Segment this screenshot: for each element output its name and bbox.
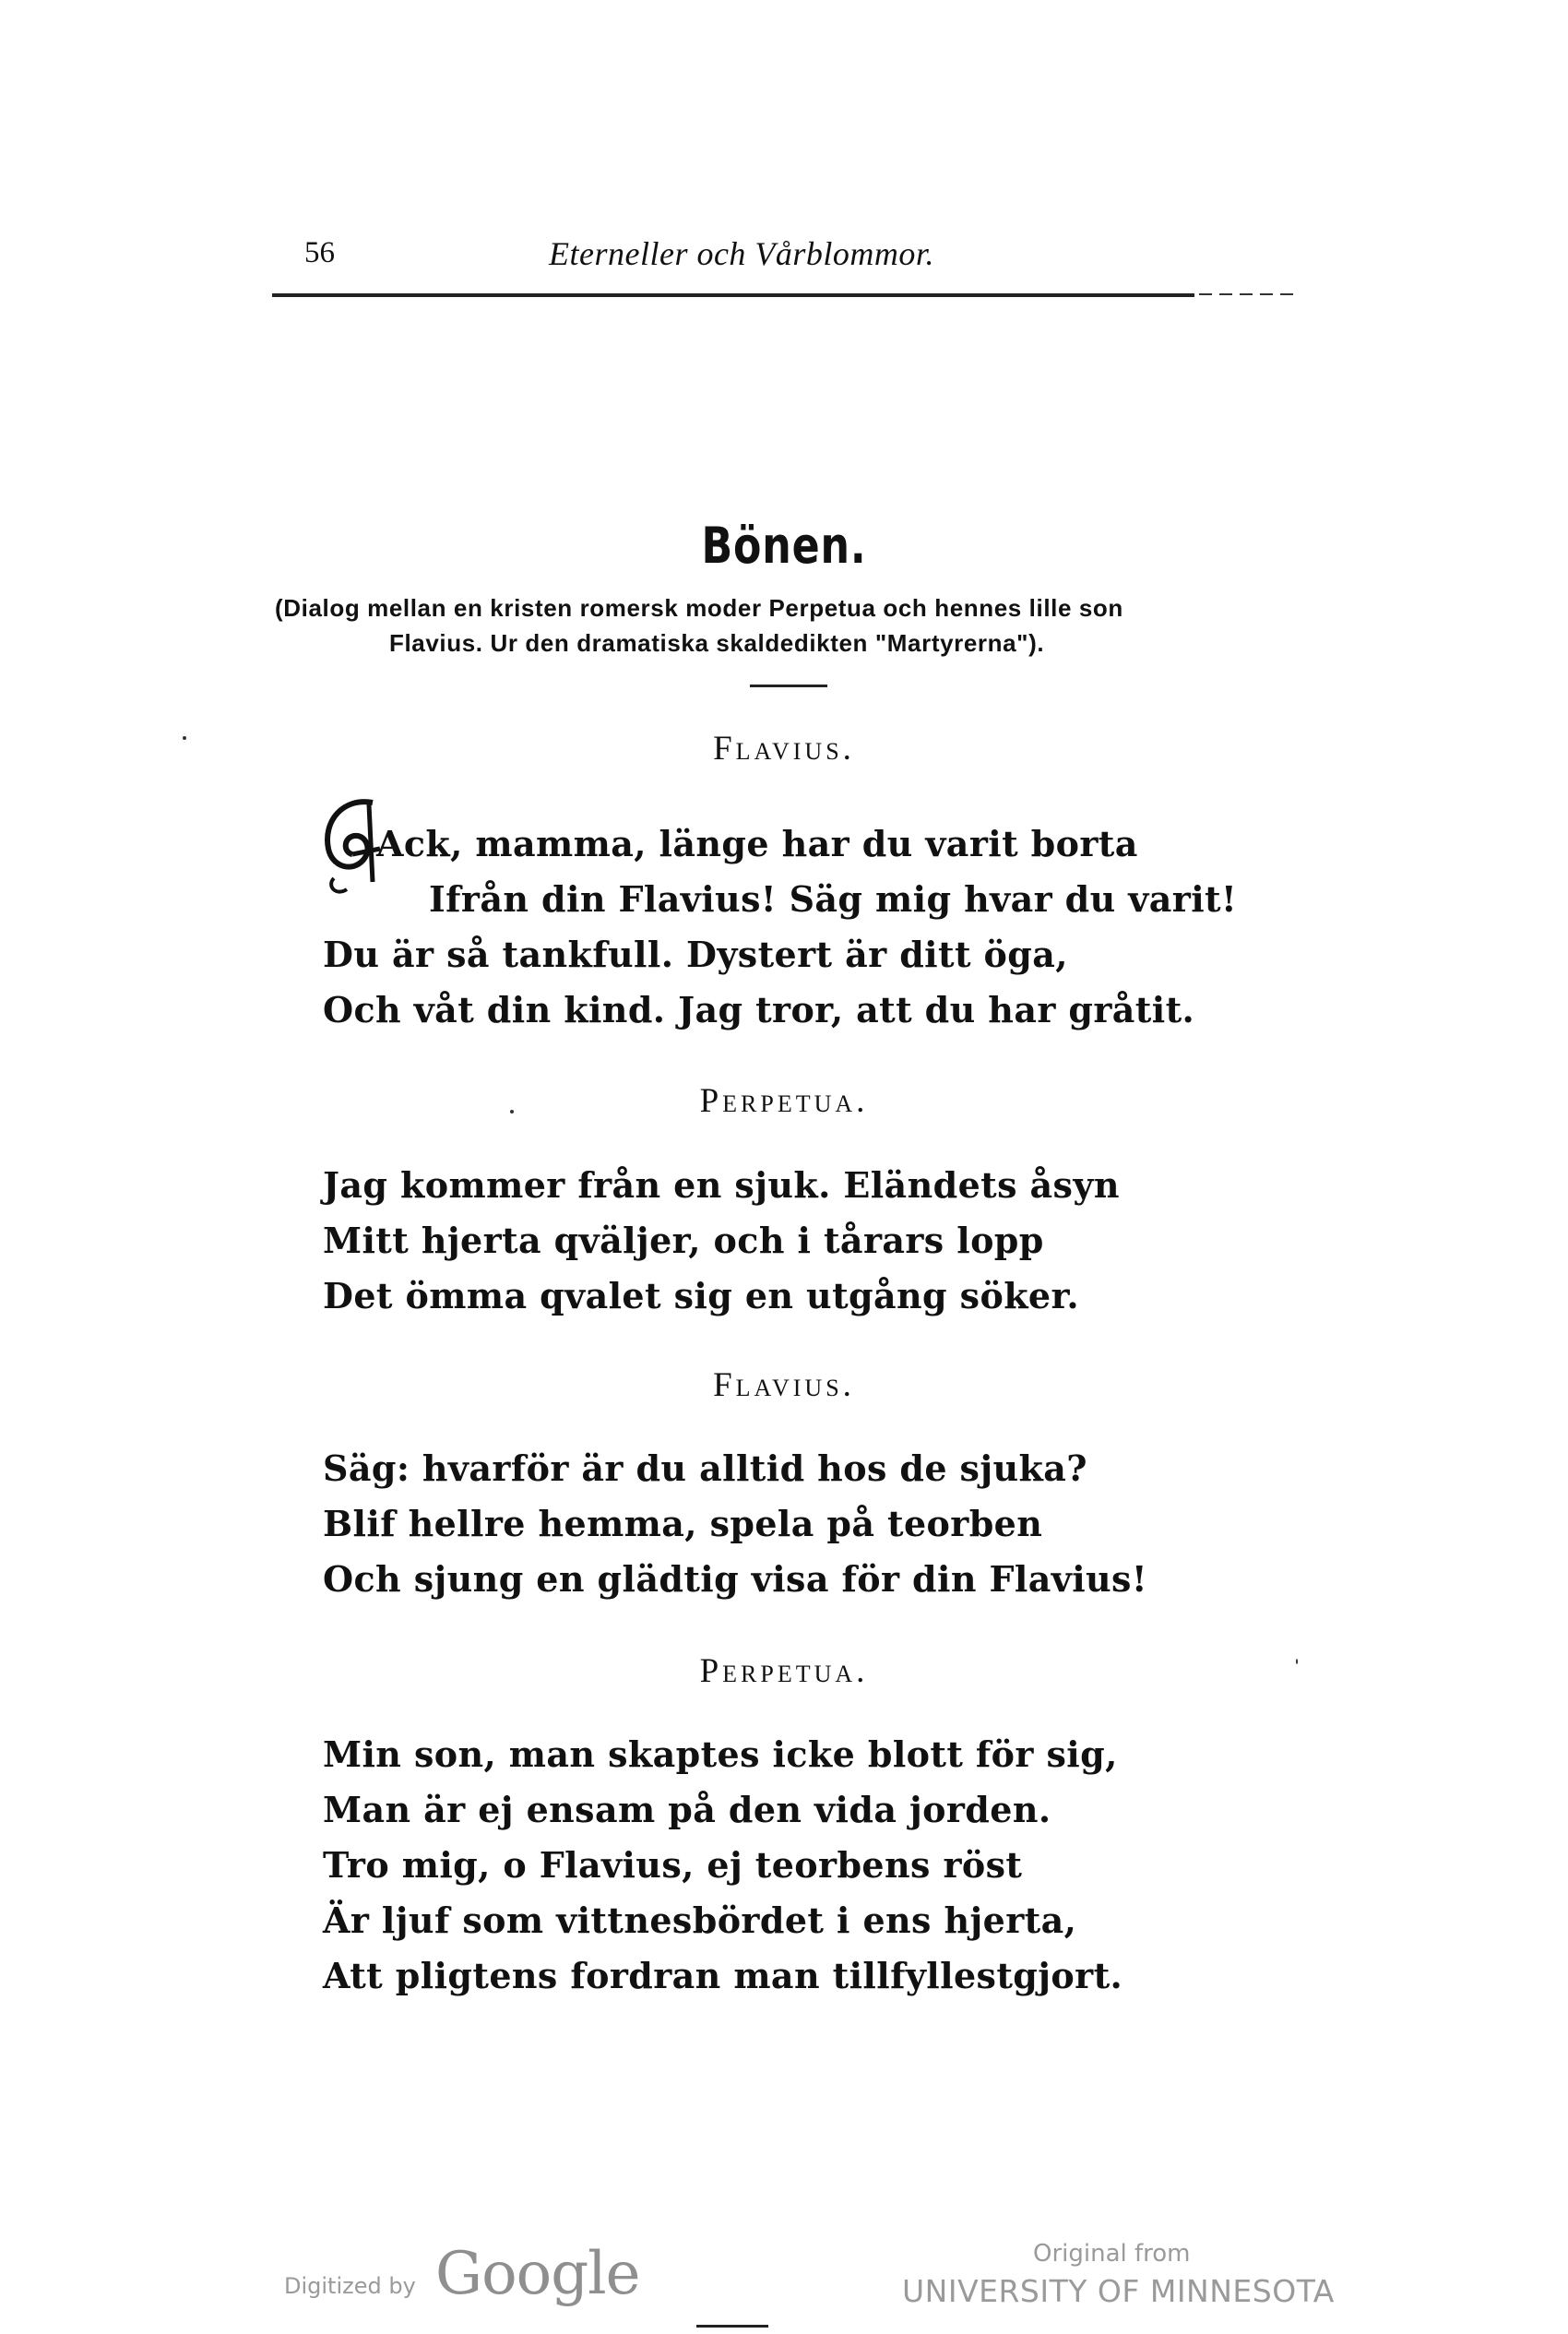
verse-line: Min son, man skaptes icke blott för sig, (323, 1733, 1118, 1775)
verse-line: Mitt hjerta qväljer, och i tårars lopp (323, 1220, 1044, 1261)
bottom-rule (696, 2325, 768, 2328)
original-from-label: Original from (1033, 2240, 1191, 2268)
verse-line: Jag kommer från en sjuk. Eländets åsyn (323, 1164, 1120, 1206)
google-logo: Google (435, 2240, 640, 2308)
print-speck (510, 1110, 514, 1113)
subtitle-line-2: Flavius. Ur den dramatiska skaldedikten "Martyrerna"). (389, 629, 1045, 657)
verse-line: Ack, mamma, länge har du varit borta (376, 823, 1138, 864)
stanza-flavius-2 (323, 1441, 1301, 1607)
stanza-flavius-1 (323, 816, 1301, 1038)
university-label: UNIVERSITY OF MINNESOTA (902, 2273, 1335, 2309)
stanza-perpetua-2 (323, 1727, 1301, 2004)
title-rule (750, 685, 827, 687)
speaker-flavius-2: Flavius. (713, 1366, 855, 1404)
verse-line: Är ljuf som vittnesbördet i ens hjerta, (323, 1899, 1077, 1941)
running-title: Eterneller och Vårblommor. (549, 235, 934, 272)
page-number: 56 (304, 236, 335, 269)
verse-line: Och sjung en glädtig visa för din Flavius! (323, 1558, 1147, 1600)
speaker-flavius-1: Flavius. (713, 730, 855, 768)
verse-line: Blif hellre hemma, spela på teorben (323, 1503, 1043, 1544)
print-speck (183, 736, 186, 740)
header-rule (272, 293, 1194, 297)
poem-subtitle (275, 590, 1308, 661)
verse-line: Det ömma qvalet sig en utgång söker. (323, 1275, 1080, 1316)
verse-line: Och våt din kind. Jag tror, att du har gråtit. (323, 989, 1195, 1030)
print-speck (1296, 1659, 1298, 1664)
poem-title: Bönen. (701, 517, 867, 575)
digitized-by-label: Digitized by (284, 2273, 416, 2299)
verse-line: Tro mig, o Flavius, ej teorbens röst (323, 1844, 1023, 1886)
speaker-perpetua-1: Perpetua. (699, 1082, 869, 1120)
verse-line: Säg: hvarför är du alltid hos de sjuka? (323, 1447, 1087, 1489)
verse-line: Ifrån din Flavius! Säg mig hvar du varit! (429, 878, 1238, 920)
verse-line: Att pligtens fordran man tillfyllestgjort. (323, 1955, 1123, 1996)
verse-line: Man är ej ensam på den vida jorden. (323, 1789, 1051, 1830)
header-rule-tail (1199, 293, 1301, 295)
running-header (272, 229, 1305, 284)
stanza-perpetua-1 (323, 1158, 1301, 1324)
speaker-perpetua-2: Perpetua. (699, 1652, 869, 1690)
verse-line: Du är så tankfull. Dystert är ditt öga, (323, 934, 1068, 975)
subtitle-line-1: (Dialog mellan en kristen romersk moder Perpetua och hennes lille son (275, 594, 1123, 622)
